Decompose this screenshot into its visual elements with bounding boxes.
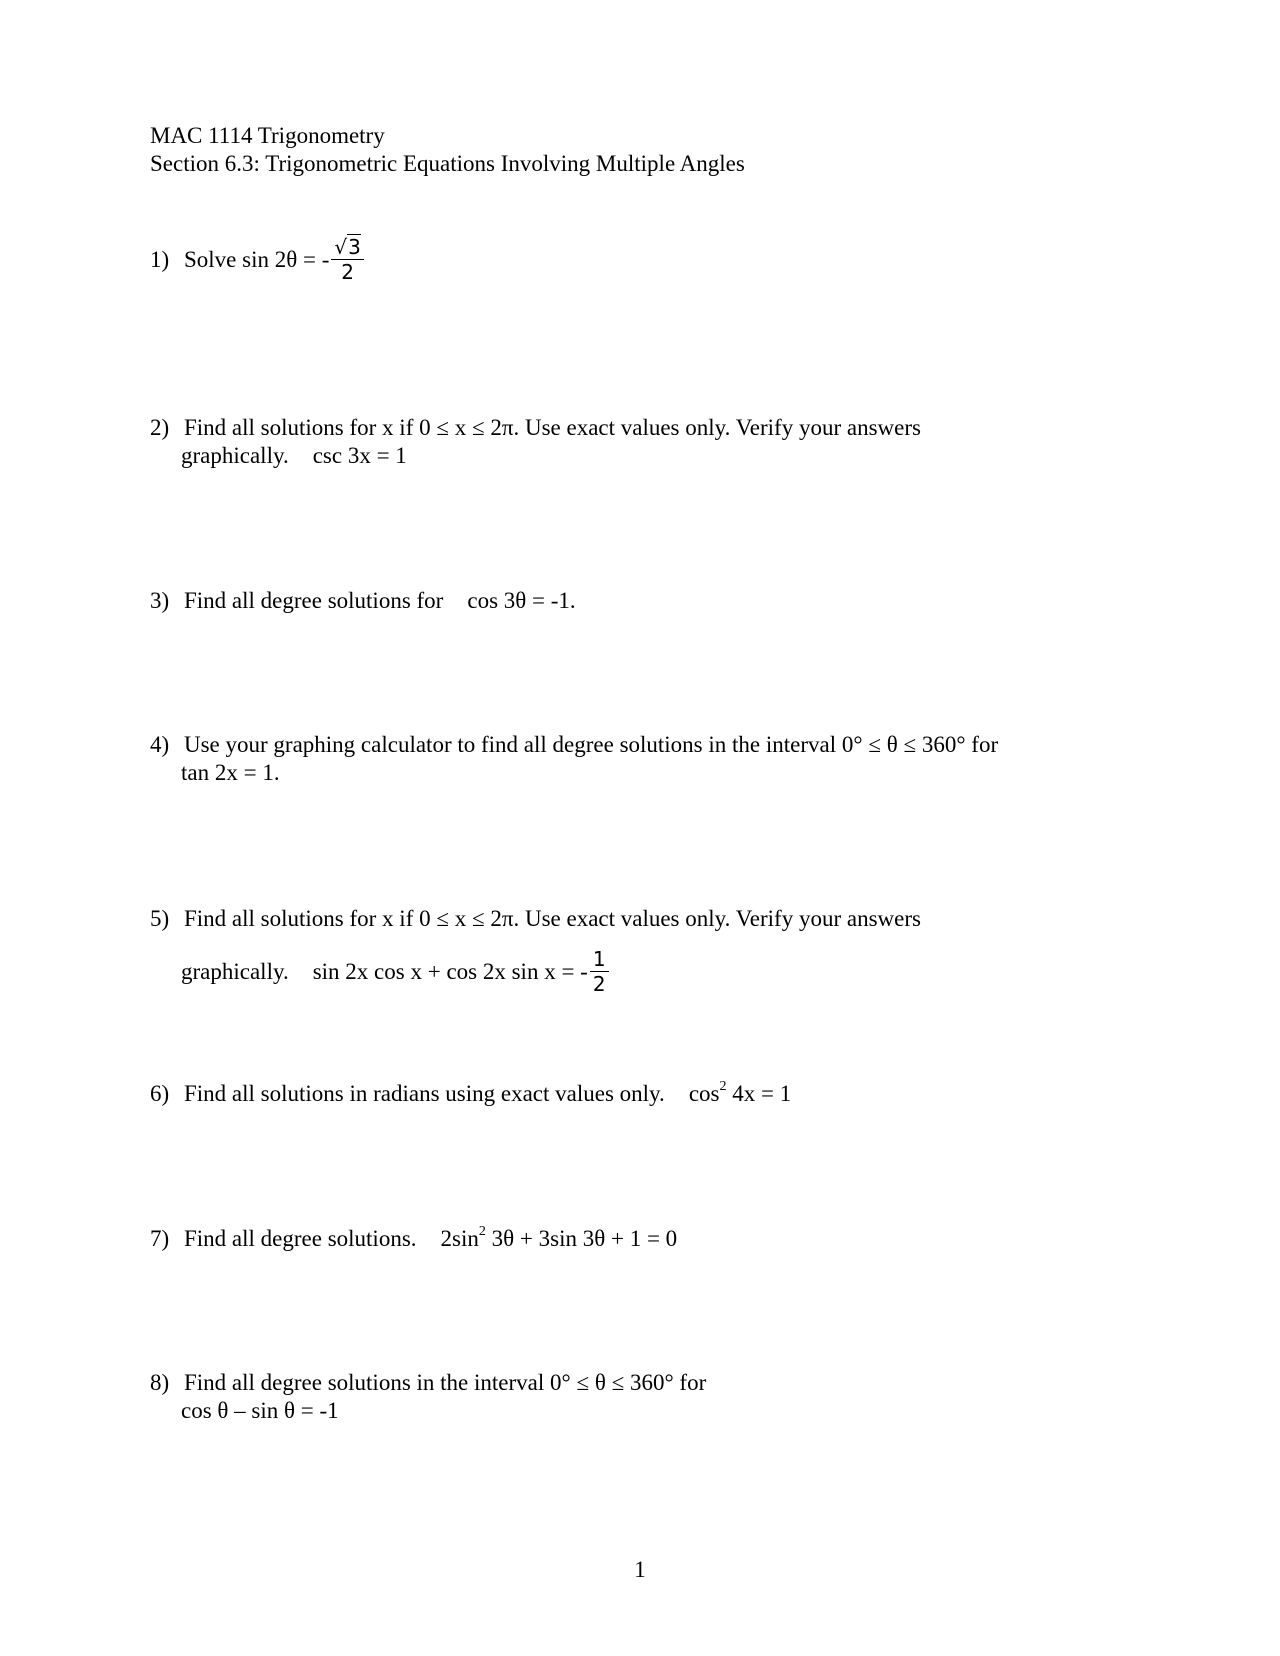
equation-base: cos <box>688 1081 720 1106</box>
equation: sin 2x cos x + cos 2x sin x = - <box>312 958 588 984</box>
fraction-numerator: 1 <box>590 947 609 972</box>
equation: cos θ – sin θ = -1 <box>181 1398 339 1423</box>
problem-text: Use your graphing calculator to find all degree solutions in the interval 0° ≤ θ ≤ 360° for <box>184 732 999 757</box>
exponent: 2 <box>478 1224 486 1240</box>
problem-5-line-2 <box>181 949 609 998</box>
problem-number: 5) <box>150 906 170 931</box>
sqrt-symbol: √ <box>334 235 348 259</box>
problem-7 <box>150 1225 677 1253</box>
problem-text: Solve sin 2θ = - <box>184 246 330 272</box>
equation-rest: 4x = 1 <box>726 1081 792 1106</box>
problem-text: Find all degree solutions in the interval 0° ≤ θ ≤ 360° for <box>184 1370 707 1395</box>
problem-number: 3) <box>150 588 170 613</box>
equation-base: 2sin <box>440 1226 479 1251</box>
fraction-denominator: 2 <box>341 260 354 284</box>
section-title: Section 6.3: Trigonometric Equations Involving Multiple Angles <box>150 151 745 176</box>
equation: cos 3θ = -1. <box>467 588 576 613</box>
problem-text: Find all solutions for x if 0 ≤ x ≤ 2π. Use exact values only. Verify your answers <box>184 906 921 931</box>
problem-1 <box>150 237 364 286</box>
problem-8 <box>150 1369 706 1397</box>
problem-text: Find all degree solutions. <box>184 1226 417 1251</box>
problem-number: 7) <box>150 1226 170 1251</box>
equation: csc 3x = 1 <box>312 443 407 468</box>
problem-number: 4) <box>150 732 170 757</box>
fraction-denominator: 2 <box>592 972 606 996</box>
problem-3 <box>150 587 576 615</box>
problem-5 <box>150 905 921 933</box>
problem-8-line-2 <box>181 1397 339 1425</box>
problem-text: graphically. <box>181 443 289 468</box>
equation <box>441 1226 678 1251</box>
problem-text: Find all solutions for x if 0 ≤ x ≤ 2π. Use exact values only. Verify your answers <box>184 415 921 440</box>
problem-4 <box>150 731 998 759</box>
problem-2-line-2 <box>181 442 407 470</box>
problem-number: 1) <box>150 246 170 272</box>
sqrt-argument: 3 <box>348 235 361 259</box>
problem-text: graphically. <box>181 958 289 984</box>
fraction-numerator <box>331 235 363 260</box>
exponent: 2 <box>719 1079 727 1095</box>
fraction <box>590 947 609 996</box>
problem-text: Find all degree solutions for <box>184 588 444 613</box>
problem-4-line-2 <box>181 759 280 787</box>
problem-number: 2) <box>150 415 170 440</box>
problem-number: 6) <box>150 1081 170 1106</box>
equation: tan 2x = 1. <box>181 760 280 785</box>
problem-6 <box>150 1080 791 1108</box>
problem-2 <box>150 414 921 442</box>
problem-number: 8) <box>150 1370 170 1395</box>
equation <box>689 1081 791 1106</box>
equation-rest: 3θ + 3sin 3θ + 1 = 0 <box>485 1226 678 1251</box>
page-number: 1 <box>634 1557 646 1582</box>
problem-text: Find all solutions in radians using exact values only. <box>184 1081 665 1106</box>
fraction <box>331 235 363 284</box>
course-title: MAC 1114 Trigonometry <box>150 123 385 148</box>
